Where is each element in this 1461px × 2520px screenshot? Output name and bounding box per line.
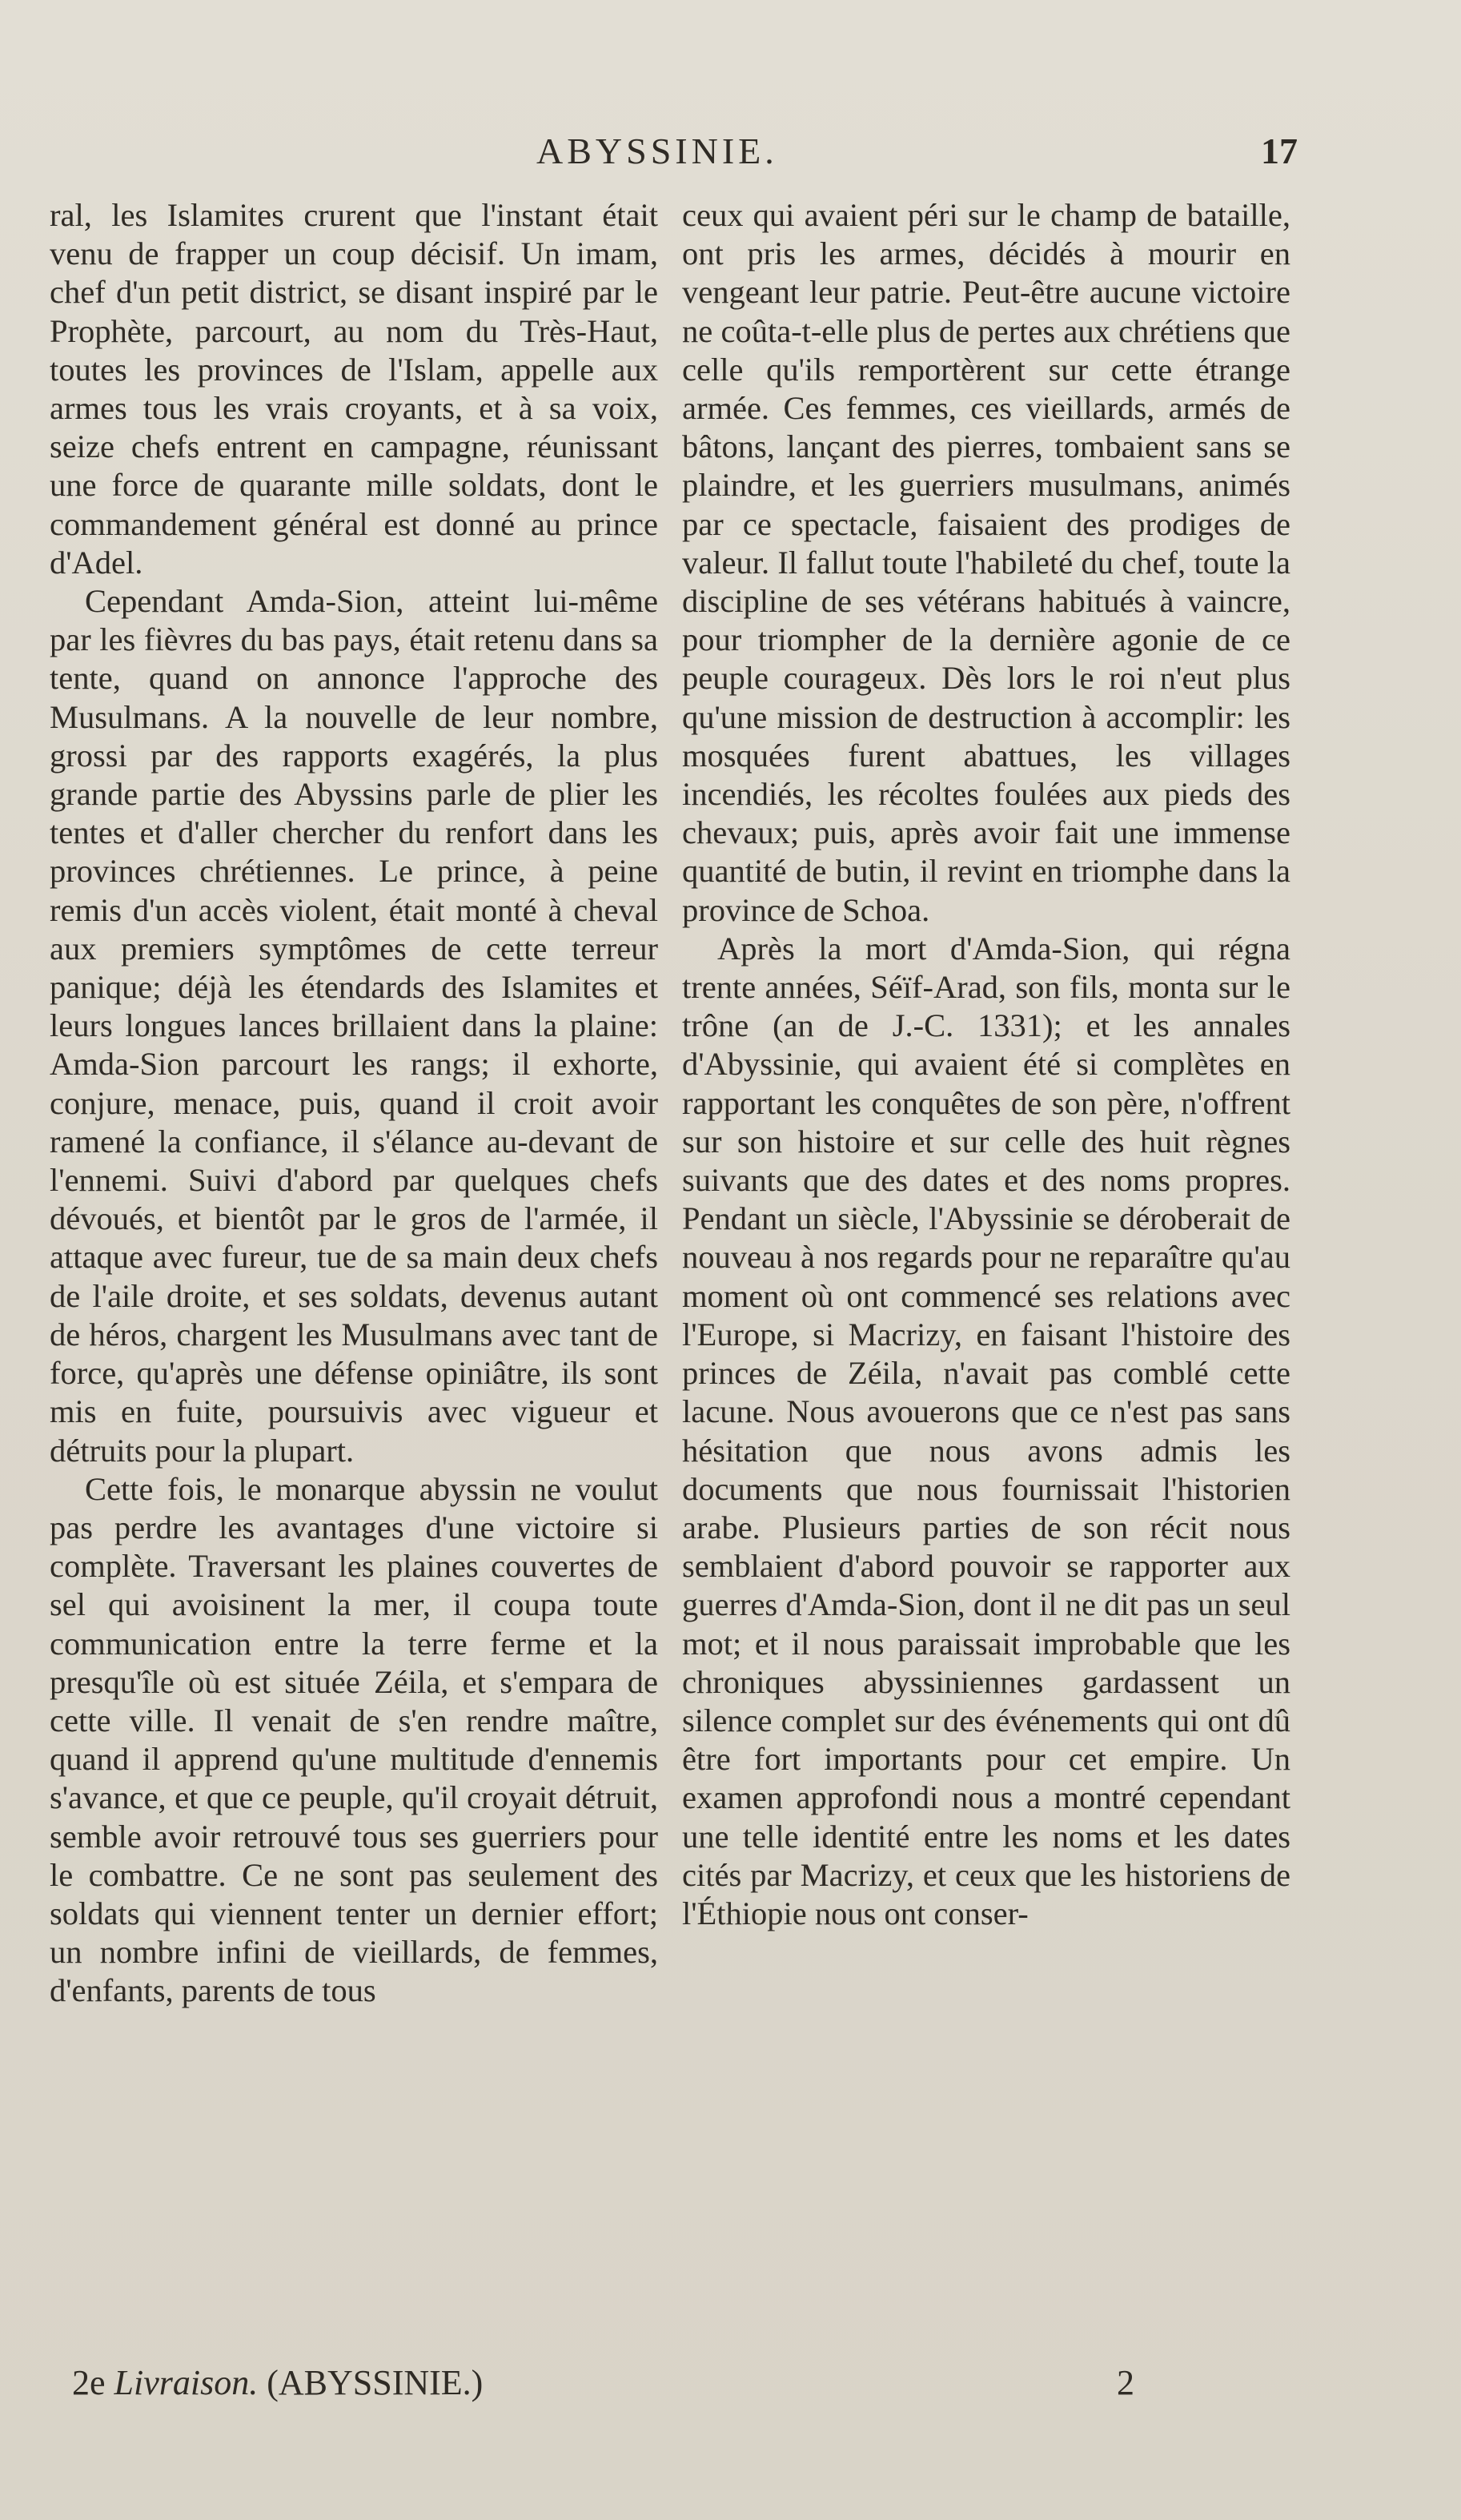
page-header xyxy=(0,130,1461,178)
left-column xyxy=(50,196,658,2011)
page-footer xyxy=(0,2362,1461,2410)
right-column xyxy=(682,196,1290,1933)
paragraph: ceux qui avaient péri sur le champ de bataille, ont pris les armes, décidés à mourir en vengeant leur patrie. Peut-être aucune victoire ne coûta-t-elle plus de pertes aux chrétiens que celle qu'ils remportèrent sur cette étrange armée. Ces femmes, ces vieillards, armés de bâtons, lançant des pierres, tombaient sans se plaindre, et les guerriers musulmans, animés par ce spectacle, faisaient des prodiges de valeur. Il fallut toute l'habileté du chef, toute la discipline de ses vétérans habitués à vaincre, pour triompher de la dernière agonie de ce peuple courageux. Dès lors le roi n'eut plus qu'une mission de destruction à accomplir: les mosquées furent abattues, les villages incendiés, les récoltes foulées aux pieds des chevaux; puis, après avoir fait une immense quantité de butin, il revint en triomphe dans la province de Schoa. xyxy=(682,197,1290,928)
running-title: ABYSSINIE. xyxy=(536,131,778,171)
signature-word: Livraison. xyxy=(114,2363,259,2402)
paragraph: Cependant Amda-Sion, atteint lui-même par les fièvres du bas pays, était retenu dans sa tente, quand on annonce l'approche des Musulmans. A la nouvelle de leur nombre, grossi par des rapports exagérés, la plus grande partie des Abyssins parle de plier les tentes et d'aller chercher du renfort dans les provinces chrétiennes. Le prince, à peine remis d'un accès violent, était monté à cheval aux premiers symptômes de cette terreur panique; déjà les étendards des Islamites et leurs longues lances brillaient dans la plaine: Amda-Sion parcourt les rangs; il exhorte, conjure, menace, puis, quand il croit avoir ramené la confiance, il s'élance au-devant de l'ennemi. Suivi d'abord par quelques chefs dévoués, et bientôt par le gros de l'armée, il attaque avec fureur, tue de sa main deux chefs de l'aile droite, et ses soldats, devenus autant de héros, chargent les Musulmans avec tant de force, qu'après une défense opiniâtre, ils sont mis en fuite, poursuivis avec vigueur et détruits pour la plupart. xyxy=(50,583,658,1469)
paragraph: ral, les Islamites crurent que l'instant était venu de frapper un coup décisif. Un imam, chef d'un petit district, se disant inspiré par le Prophète, parcourt, au nom du Très-Haut, toutes les provinces de l'Islam, appelle aux armes tous les vrais croyants, et à sa voix, seize chefs entrent en campagne, réunissant une force de quarante mille soldats, dont le commandement général est donné au prince d'Adel. xyxy=(50,197,658,581)
paragraph: Après la mort d'Amda-Sion, qui régna trente années, Séïf-Arad, son fils, monta sur le trône (an de J.-C. 1331); et les annales d'Abyssinie, qui avaient été si complètes en rapportant les conquêtes de son père, n'offrent sur son histoire et sur celle des huit règnes suivants que des dates et des noms propres. Pendant un siècle, l'Abyssinie se déroberait de nouveau à nos regards pour ne reparaître qu'au moment où ont commencé ses relations avec l'Europe, si Macrizy, en faisant l'histoire des princes de Zéila, n'avait pas comblé cette lacune. Nous avouerons que ce n'est pas sans hésitation que nous avons admis les documents que nous fournissait l'historien arabe. Plusieurs parties de son récit nous semblaient d'abord pouvoir se rapporter aux guerres d'Amda-Sion, dont il ne dit pas un seul mot; et il nous paraissait improbable que les chroniques abyssiniennes gardassent un silence complet sur des événements qui ont dû être fort importants pour cet empire. Un examen approfondi nous a montré cependant une telle identité entre les noms et les dates cités par Macrizy, et ceux que les historiens de l'Éthiopie nous ont conser- xyxy=(682,930,1290,1931)
sheet-number: 2 xyxy=(1117,2363,1134,2402)
paragraph: Cette fois, le monarque abyssin ne voulut pas perdre les avantages d'une victoire si complète. Traversant les plaines couvertes de sel qui avoisinent la mer, il coupa toute communication entre la terre ferme et la presqu'île où est située Zéila, et s'empara de cette ville. Il venait de s'en rendre maître, quand il apprend qu'une multitude d'ennemis s'avance, et que ce peuple, qu'il croyait détruit, semble avoir retrouvé tous ses guerriers pour le combattre. Ce ne sont pas seulement des soldats qui viennent tenter un dernier effort; un nombre infini de vieillards, de femmes, d'enfants, parents de tous xyxy=(50,1470,658,2009)
signature-title: (ABYSSINIE.) xyxy=(267,2363,484,2402)
signature-number: 2e xyxy=(72,2363,106,2402)
page-number: 17 xyxy=(1261,131,1298,171)
signature-mark xyxy=(72,2362,483,2403)
